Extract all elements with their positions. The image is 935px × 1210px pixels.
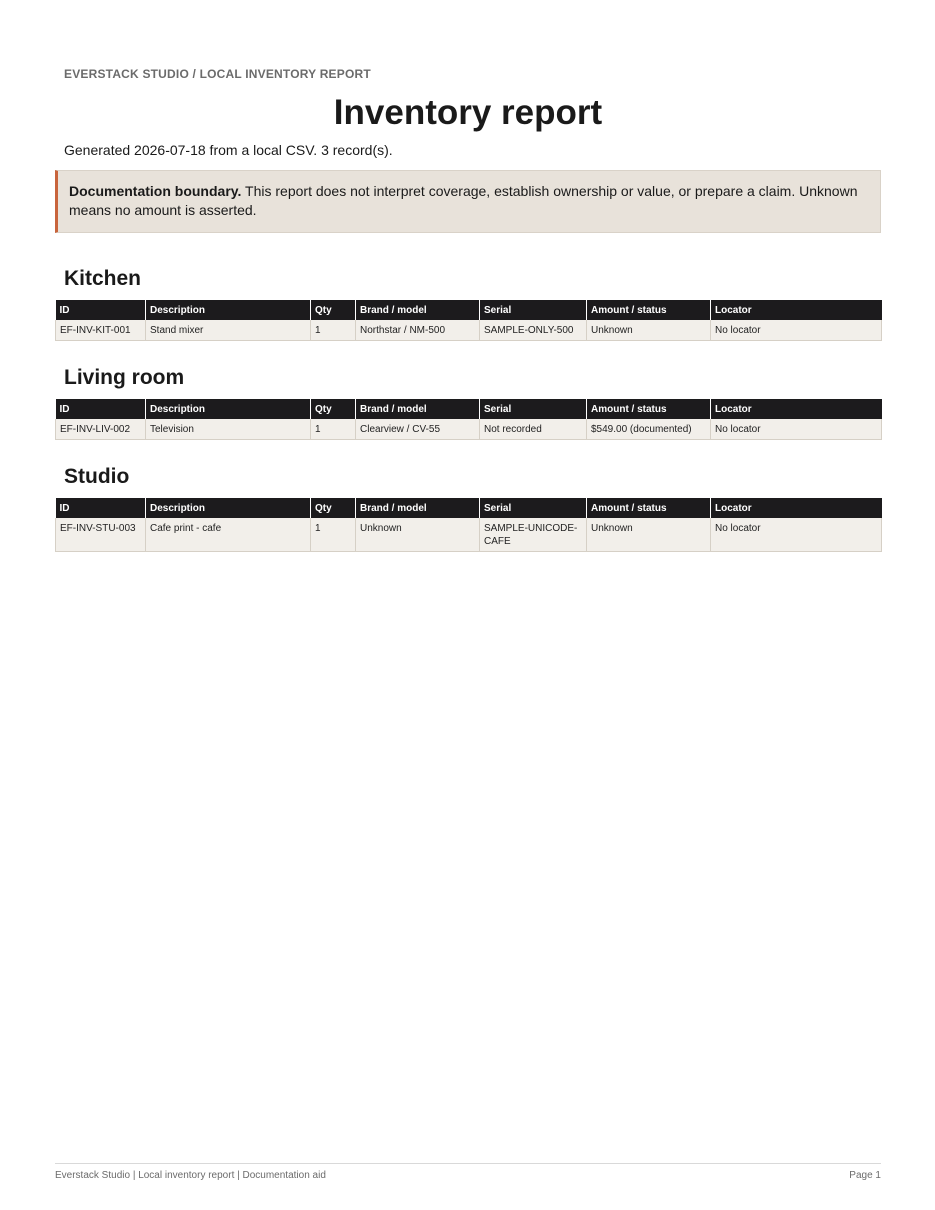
- table-header-row: [56, 498, 882, 518]
- section-title-studio: Studio: [64, 465, 130, 488]
- table-row: [56, 320, 882, 341]
- column-header-id: ID: [56, 399, 146, 419]
- cell-locator: No locator: [711, 419, 882, 440]
- generated-note: Generated 2026-07-18 from a local CSV. 3 record(s).: [64, 142, 393, 158]
- cell-brand-model: Northstar / NM-500: [356, 320, 480, 341]
- report-eyebrow: EVERSTACK STUDIO / LOCAL INVENTORY REPORT: [64, 67, 371, 81]
- cell-brand-model: Unknown: [356, 518, 480, 552]
- column-header-id: ID: [56, 498, 146, 518]
- column-header-brand-model: Brand / model: [356, 498, 480, 518]
- column-header-serial: Serial: [480, 399, 587, 419]
- cell-locator: No locator: [711, 518, 882, 552]
- footer-text: Everstack Studio | Local inventory report | Documentation aid: [55, 1170, 326, 1181]
- column-header-locator: Locator: [711, 498, 882, 518]
- cell-description: Cafe print - cafe: [146, 518, 311, 552]
- column-header-locator: Locator: [711, 399, 882, 419]
- column-header-description: Description: [146, 300, 311, 320]
- column-header-serial: Serial: [480, 300, 587, 320]
- page-footer: [55, 1163, 881, 1181]
- section-title-kitchen: Kitchen: [64, 267, 142, 290]
- column-header-qty: Qty: [311, 399, 356, 419]
- report-page: [55, 0, 881, 1210]
- section-title-living-room: Living room: [64, 366, 185, 389]
- column-header-brand-model: Brand / model: [356, 300, 480, 320]
- cell-id: EF-INV-KIT-001: [56, 320, 146, 341]
- inventory-table-studio: [55, 498, 882, 552]
- cell-amount-status: Unknown: [587, 320, 711, 341]
- cell-amount-status: $549.00 (documented): [587, 419, 711, 440]
- cell-serial: SAMPLE-UNICODE-CAFE: [480, 518, 587, 552]
- table-header-row: [56, 300, 882, 320]
- column-header-amount-status: Amount / status: [587, 300, 711, 320]
- inventory-table-kitchen: [55, 300, 882, 341]
- column-header-qty: Qty: [311, 300, 356, 320]
- inventory-table-living-room: [55, 399, 882, 440]
- notice-lead: Documentation boundary.: [69, 183, 242, 199]
- cell-serial: Not recorded: [480, 419, 587, 440]
- column-header-amount-status: Amount / status: [587, 399, 711, 419]
- column-header-amount-status: Amount / status: [587, 498, 711, 518]
- column-header-description: Description: [146, 498, 311, 518]
- column-header-qty: Qty: [311, 498, 356, 518]
- cell-description: Television: [146, 419, 311, 440]
- column-header-description: Description: [146, 399, 311, 419]
- column-header-brand-model: Brand / model: [356, 399, 480, 419]
- table-header-row: [56, 399, 882, 419]
- page-title: Inventory report: [333, 93, 603, 132]
- cell-locator: No locator: [711, 320, 882, 341]
- cell-id: EF-INV-STU-003: [56, 518, 146, 552]
- column-header-serial: Serial: [480, 498, 587, 518]
- documentation-boundary-notice: [55, 170, 881, 233]
- table-row: [56, 419, 882, 440]
- table-row: [56, 518, 882, 552]
- cell-serial: SAMPLE-ONLY-500: [480, 320, 587, 341]
- notice-text: This report does not interpret coverage, establish ownership or value, or prepare a claim. Unknown means no amount is asserted.: [69, 183, 858, 218]
- column-header-locator: Locator: [711, 300, 882, 320]
- page-number: Page 1: [849, 1170, 881, 1181]
- cell-qty: 1: [311, 419, 356, 440]
- cell-qty: 1: [311, 518, 356, 552]
- cell-id: EF-INV-LIV-002: [56, 419, 146, 440]
- cell-brand-model: Clearview / CV-55: [356, 419, 480, 440]
- column-header-id: ID: [56, 300, 146, 320]
- cell-amount-status: Unknown: [587, 518, 711, 552]
- cell-description: Stand mixer: [146, 320, 311, 341]
- cell-qty: 1: [311, 320, 356, 341]
